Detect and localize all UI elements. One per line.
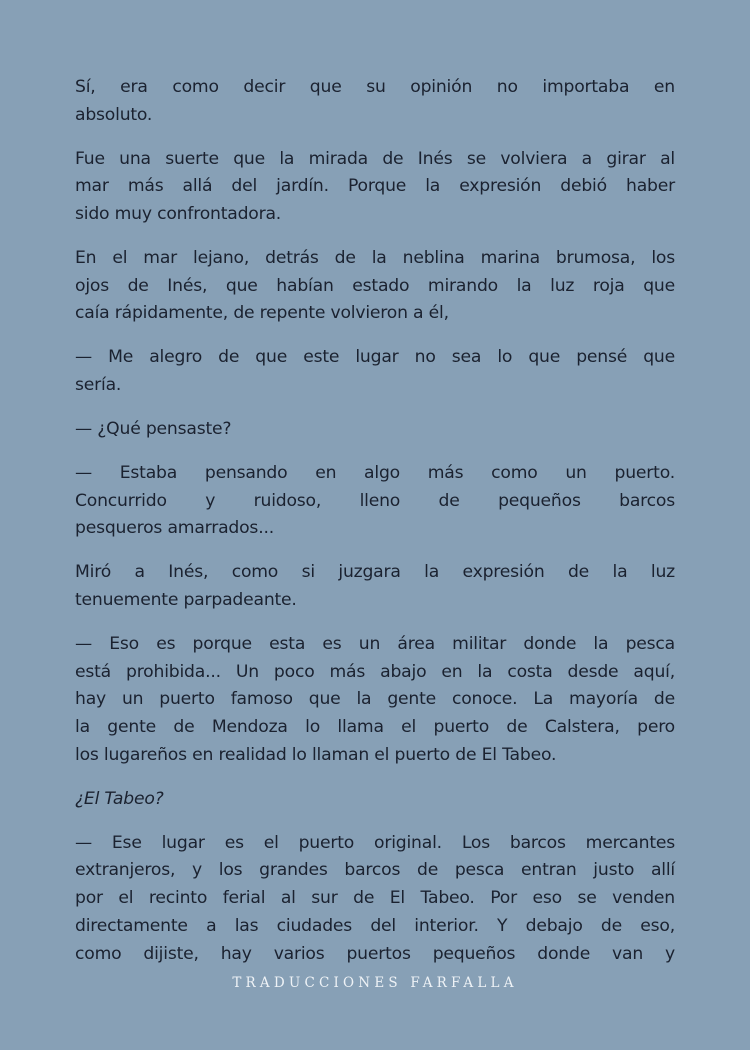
text-line: pesqueros amarrados... [75, 518, 274, 539]
paragraph [75, 416, 675, 444]
paragraph [75, 631, 675, 769]
paragraph [75, 74, 675, 129]
paragraph [75, 344, 675, 399]
text-line: absoluto. [75, 104, 153, 125]
paragraph [75, 245, 675, 328]
text-line: ojos de Inés, que habían estado mirando la luz roja que [75, 275, 675, 296]
text-line: sería. [75, 375, 122, 396]
text-line: — ¿Qué pensaste? [75, 419, 232, 440]
paragraph [75, 146, 675, 229]
text-line: — Estaba pensando en algo más como un puerto. [75, 463, 675, 484]
text-line: Concurrido y ruidoso, lleno de pequeños barcos [75, 490, 675, 511]
paragraph [75, 460, 675, 543]
paragraph [75, 786, 675, 814]
text-line: directamente a las ciudades del interior. Y debajo de eso, [75, 915, 675, 936]
text-line: está prohibida... Un poco más abajo en la costa desde aquí, [75, 661, 675, 682]
paragraph [75, 830, 675, 968]
page-footer-publisher: TRADUCCIONES FARFALLA [232, 975, 518, 991]
page-body [75, 74, 675, 985]
text-line: Miró a Inés, como si juzgara la expresión de la luz [75, 562, 675, 583]
text-line: caía rápidamente, de repente volvieron a él, [75, 303, 449, 324]
text-line: ¿El Tabeo? [75, 788, 164, 809]
text-line: por el recinto ferial al sur de El Tabeo. Por eso se venden [75, 888, 675, 909]
paragraph [75, 559, 675, 614]
text-line: mar más allá del jardín. Porque la expresión debió haber [75, 176, 675, 197]
text-line: la gente de Mendoza lo llama el puerto de Calstera, pero [75, 717, 675, 738]
text-line: sido muy confrontadora. [75, 204, 282, 225]
text-line: los lugareños en realidad lo llaman el puerto de El Tabeo. [75, 744, 557, 765]
text-line: — Ese lugar es el puerto original. Los barcos mercantes [75, 832, 675, 853]
text-line: En el mar lejano, detrás de la neblina marina brumosa, los [75, 248, 675, 269]
text-line: — Me alegro de que este lugar no sea lo que pensé que [75, 347, 675, 368]
text-line: hay un puerto famoso que la gente conoce. La mayoría de [75, 689, 675, 710]
text-line: Sí, era como decir que su opinión no importaba en [75, 77, 675, 97]
text-line: — Eso es porque esta es un área militar donde la pesca [75, 634, 675, 655]
text-line: tenuemente parpadeante. [75, 590, 297, 611]
text-line: Fue una suerte que la mirada de Inés se volviera a girar al [75, 148, 675, 169]
text-line: como dijiste, hay varios puertos pequeños donde van y [75, 943, 675, 964]
text-line: extranjeros, y los grandes barcos de pesca entran justo allí [75, 860, 675, 881]
